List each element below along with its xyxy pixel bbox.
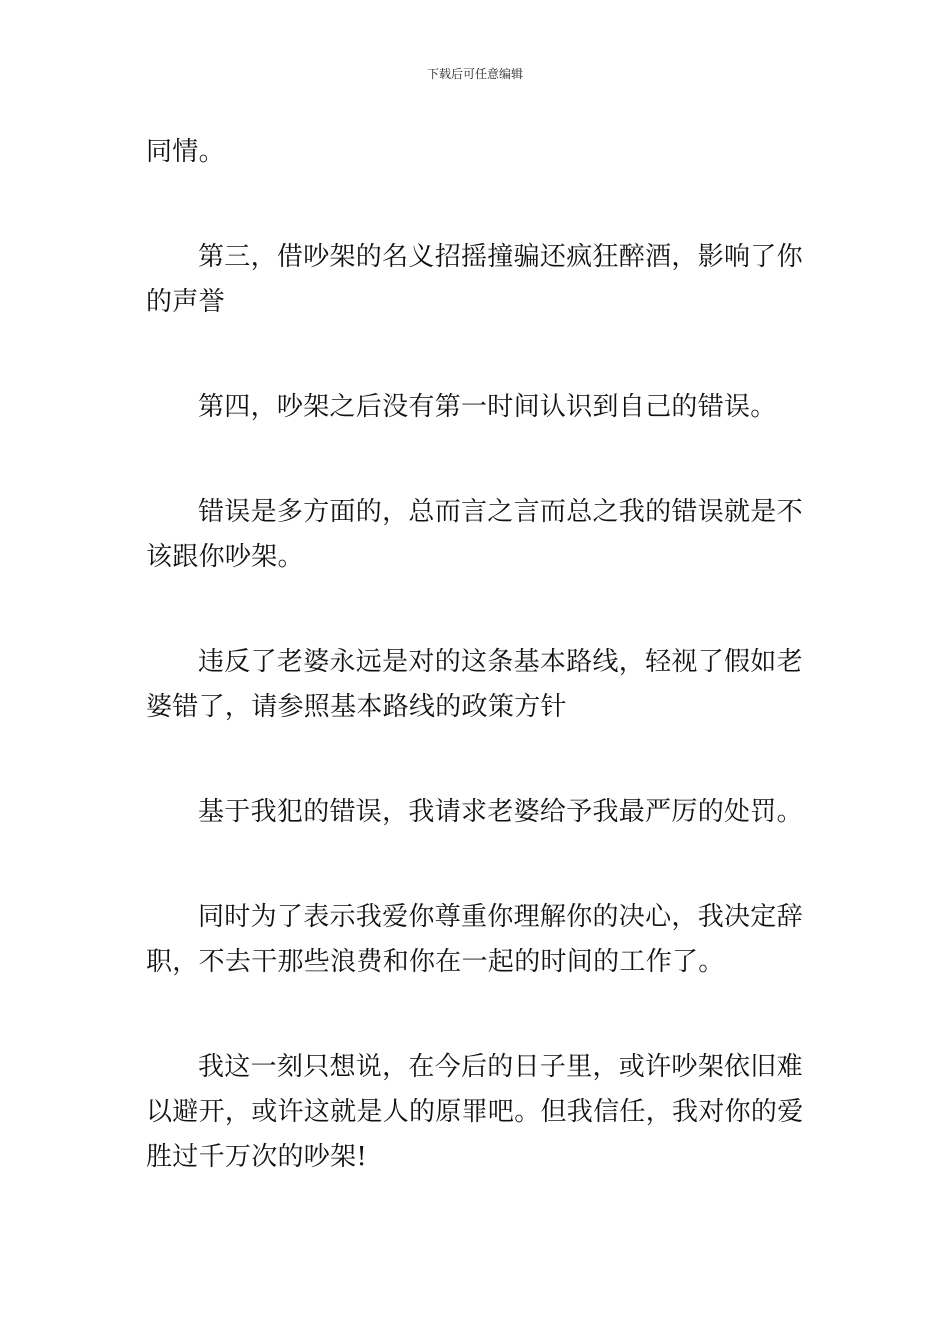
document-body [146, 130, 808, 1180]
paragraph-5: 违反了老婆永远是对的这条基本路线，轻视了假如老婆错了，请参照基本路线的政策方针 [146, 647, 803, 722]
paragraph-4: 错误是多方面的，总而言之言而总之我的错误就是不该跟你吵架。 [146, 497, 803, 572]
paragraph-6: 基于我犯的错误，我请求老婆给予我最严厉的处罚。 [198, 797, 803, 827]
paragraph-3: 第四，吵架之后没有第一时间认识到自己的错误。 [198, 392, 777, 422]
paragraph-1: 同情。 [146, 137, 225, 167]
page-header: 下载后可任意编辑 [426, 67, 523, 81]
paragraph-8: 我这一刻只想说，在今后的日子里，或许吵架依旧难以避开，或许这就是人的原罪吧。但我信任，我对你的爱胜过千万次的吵架! [146, 1052, 804, 1172]
paragraph-2: 第三，借吵架的名义招摇撞骗还疯狂醉酒，影响了你的声誉 [146, 242, 803, 317]
paragraph-7: 同时为了表示我爱你尊重你理解你的决心，我决定辞职，不去干那些浪费和你在一起的时间的工作了。 [146, 902, 803, 977]
